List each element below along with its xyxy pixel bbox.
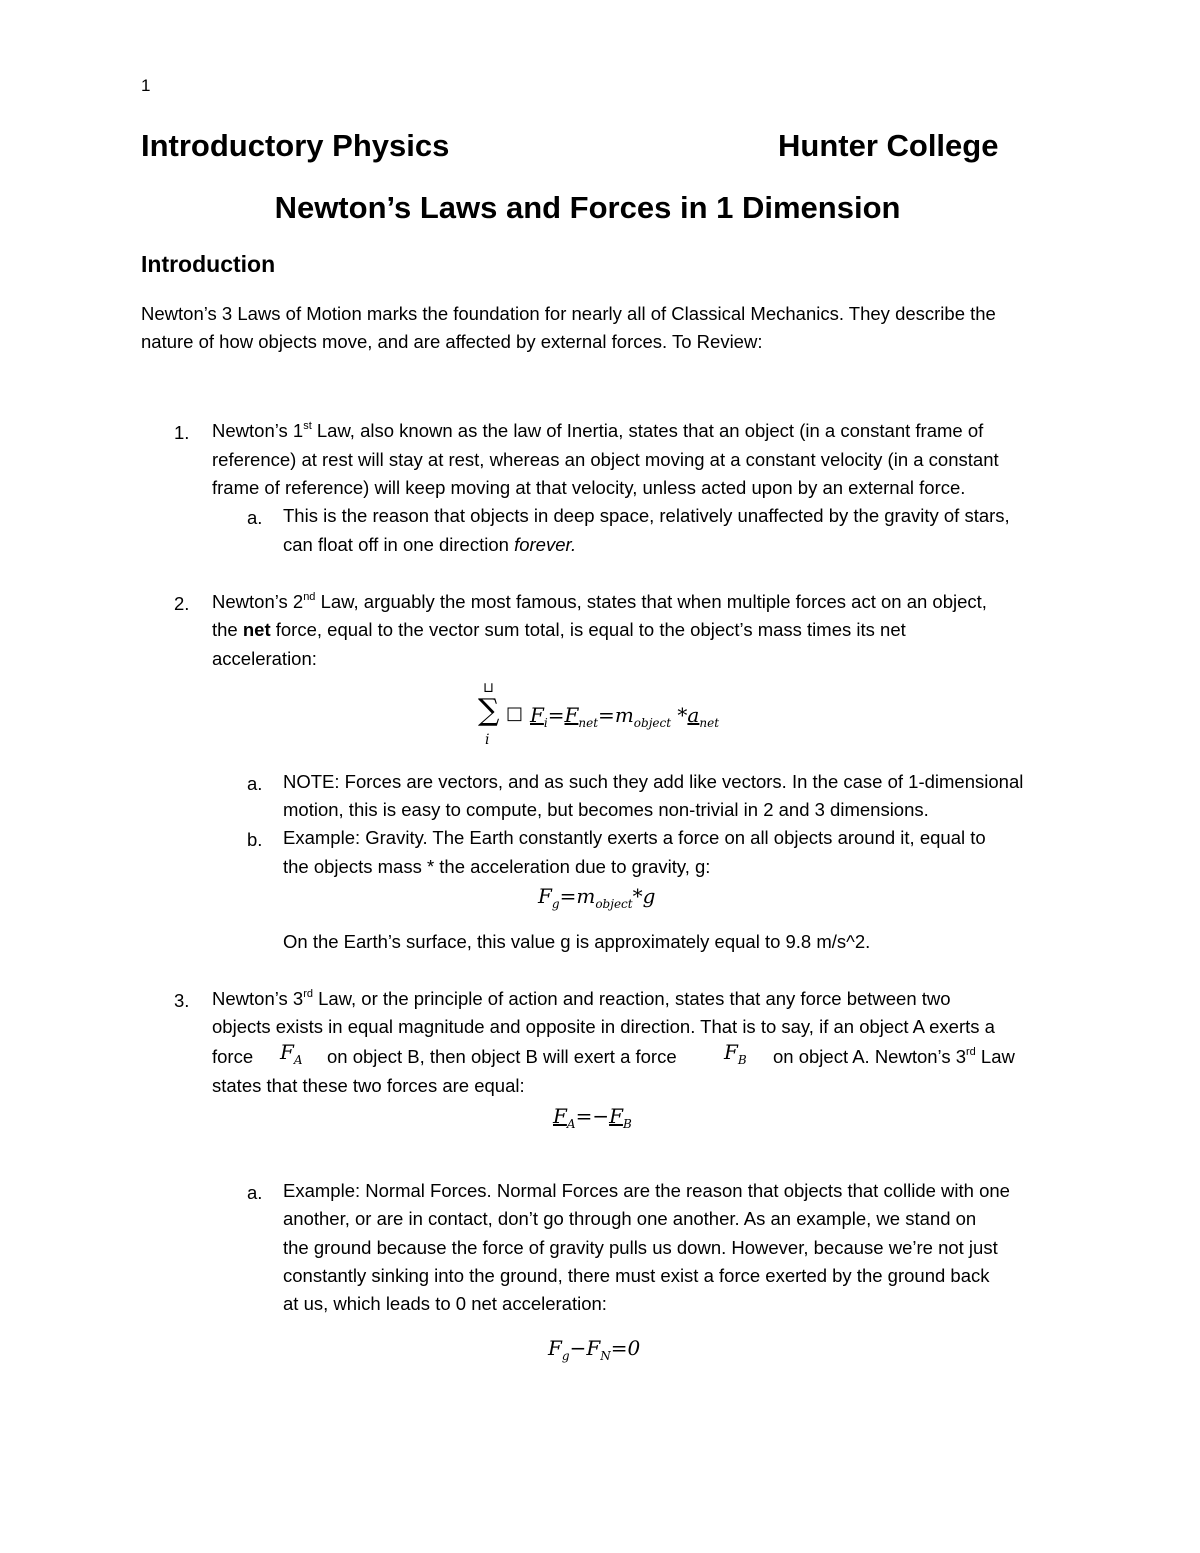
law3-a-line-3: the ground because the force of gravity pulls us down. However, because we’re not just (283, 1237, 998, 1258)
law2-a-line-1: NOTE: Forces are vectors, and as such they add like vectors. In the case of 1-dimensional (283, 771, 1024, 792)
law1-a-line-1: This is the reason that objects in deep space, relatively unaffected by the gravity of stars, (283, 505, 1010, 526)
law2-line-2: the net force, equal to the vector sum total, is equal to the object’s mass times its net (212, 619, 906, 640)
law3-a-line-2: another, or are in contact, don’t go through one another. As an example, we stand on (283, 1208, 977, 1229)
list-letter-a: a. (247, 507, 263, 528)
law1-line-2: reference) at rest will stay at rest, whereas an object moving at a constant velocity (in a constant (212, 449, 999, 470)
list-letter-a: a. (247, 773, 263, 794)
law3-line-3-start: force (212, 1046, 254, 1067)
force-b-symbol: $F_B$ (724, 1040, 747, 1067)
law2-b-line-2: the objects mass * the acceleration due to gravity, g: (283, 856, 711, 877)
law2-a-line-2: motion, this is easy to compute, but becomes non-trivial in 2 and 3 dimensions. (283, 799, 929, 820)
force-a-symbol: $F_A$ (280, 1040, 303, 1067)
law3-line-3-middle: on object B, then object B will exert a force (327, 1046, 677, 1067)
placeholder-box: □ (506, 703, 524, 724)
document-title: Newton’s Laws and Forces in 1 Dimension (274, 190, 901, 225)
list-letter-b: b. (247, 829, 263, 850)
intro-line-1: Newton’s 3 Laws of Motion marks the foundation for nearly all of Classical Mechanics. They describe the (141, 303, 996, 324)
gravity-equation: $F_g=m_{object}*g$ (538, 884, 656, 911)
list-number-1: 1. (174, 422, 190, 443)
law3-a-line-1: Example: Normal Forces. Normal Forces are the reason that objects that collide with one (283, 1180, 1010, 1201)
page-number: 1 (141, 76, 151, 95)
list-number-3: 3. (174, 990, 190, 1011)
law2-line-3: acceleration: (212, 648, 317, 669)
sum-index: i (485, 732, 490, 748)
list-number-2: 2. (174, 593, 190, 614)
intro-line-2: nature of how objects move, and are affected by external forces. To Review: (141, 331, 763, 352)
action-reaction-equation: $F_A=-F_B$ (553, 1104, 632, 1131)
newton-second-law-equation: $F_i=F_{net}=m_{object}$ $*a_{net}$ (530, 703, 720, 730)
section-heading: Introduction (141, 251, 276, 277)
law2-b-line-3: On the Earth’s surface, this value g is approximately equal to 9.8 m/s^2. (283, 931, 871, 952)
law3-line-2: objects exists in equal magnitude and opposite in direction. That is to say, if an object A exerts a (212, 1016, 995, 1037)
sigma-symbol: ∑ (478, 693, 500, 728)
list-letter-a: a. (247, 1182, 263, 1203)
law2-line-1: Newton’s 2nd Law, arguably the most famous, states that when multiple forces act on an object, (212, 591, 987, 612)
law3-a-line-4: constantly sinking into the ground, there must exist a force exerted by the ground back (283, 1265, 990, 1286)
sum-upper-limit: ⊔ (483, 680, 494, 696)
law3-line-1: Newton’s 3rd Law, or the principle of action and reaction, states that any force between two (212, 988, 951, 1009)
course-title: Introductory Physics (141, 128, 450, 163)
law1-line-1: Newton’s 1st Law, also known as the law of Inertia, states that an object (in a constant frame of (212, 420, 984, 441)
college-name: Hunter College (778, 128, 999, 163)
law1-line-3: frame of reference) will keep moving at that velocity, unless acted upon by an external force. (212, 477, 966, 498)
law3-line-4: states that these two forces are equal: (212, 1075, 525, 1096)
law3-line-3-end: on object A. Newton’s 3rd Law (773, 1046, 1015, 1067)
normal-force-equation: $F_g-F_N=0$ (548, 1336, 641, 1363)
law3-a-line-5: at us, which leads to 0 net acceleration: (283, 1293, 607, 1314)
law1-a-line-2: can float off in one direction forever. (283, 534, 577, 555)
law2-b-line-1: Example: Gravity. The Earth constantly exerts a force on all objects around it, equal to (283, 827, 986, 848)
